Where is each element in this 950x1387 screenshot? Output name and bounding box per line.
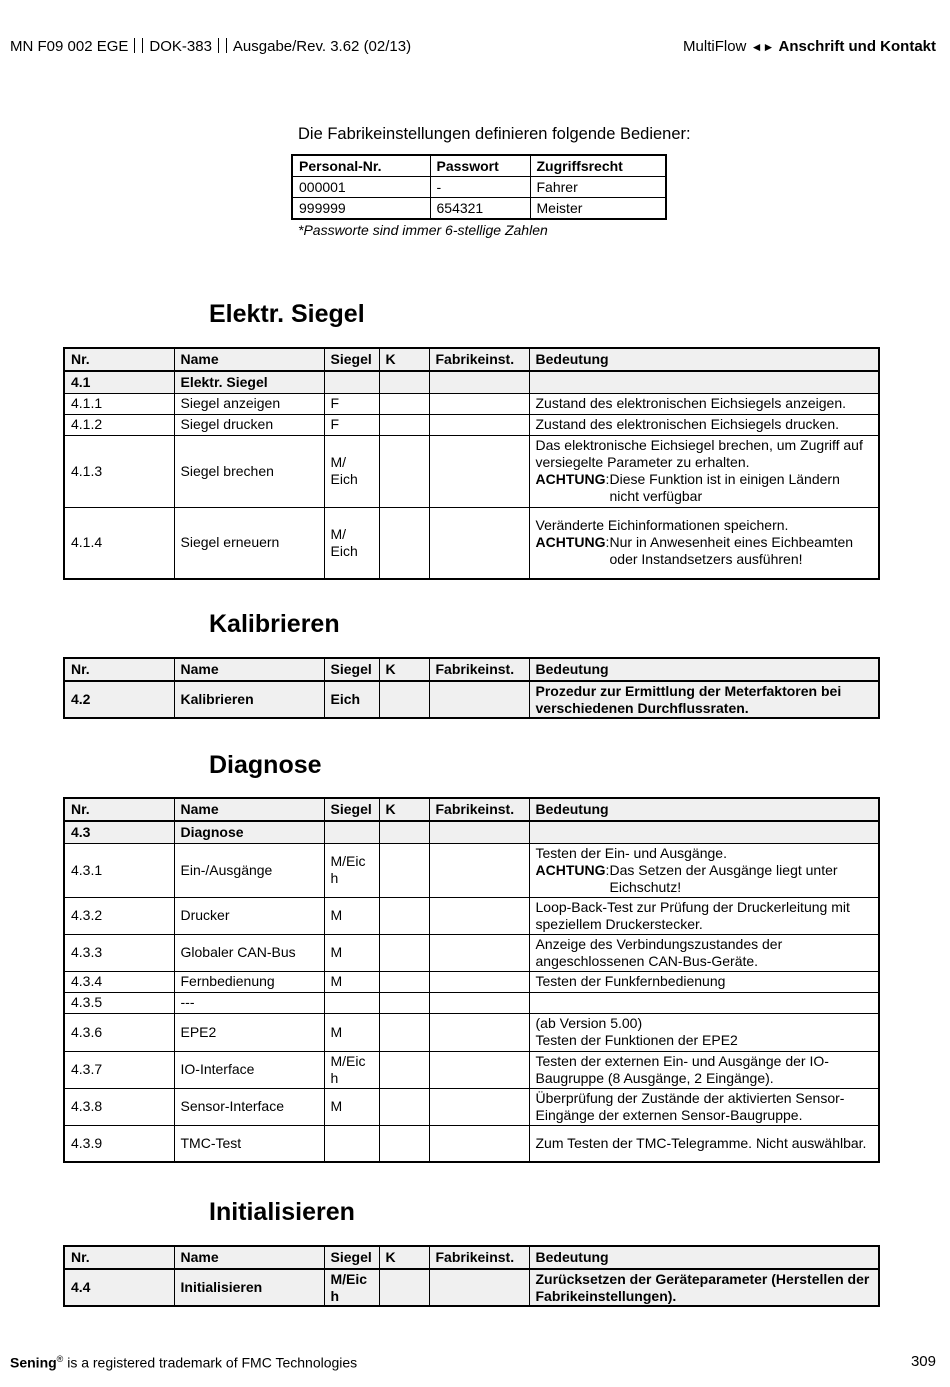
table-row bbox=[64, 971, 879, 992]
row-k bbox=[379, 681, 429, 718]
section-title-siegel: Elektr. Siegel bbox=[209, 300, 365, 328]
row-desc bbox=[529, 1013, 879, 1051]
row-fabrikeinst bbox=[429, 934, 529, 971]
row-k bbox=[379, 1269, 429, 1306]
row-nr: 4.3.5 bbox=[64, 992, 174, 1013]
row-siegel: M/ Eich bbox=[324, 435, 379, 507]
table-row bbox=[64, 371, 879, 393]
column-header: Siegel bbox=[324, 798, 379, 821]
users-table bbox=[291, 154, 667, 220]
table-row bbox=[64, 992, 879, 1013]
table-header-row bbox=[292, 155, 666, 177]
page-header bbox=[10, 38, 936, 58]
row-siegel: M bbox=[324, 897, 379, 934]
column-header: K bbox=[379, 658, 429, 681]
table-row bbox=[64, 1051, 879, 1088]
row-siegel: M/Eic h bbox=[324, 843, 379, 897]
row-k bbox=[379, 843, 429, 897]
table-header-row bbox=[64, 658, 879, 681]
column-header: Personal-Nr. bbox=[292, 155, 430, 177]
row-siegel: M bbox=[324, 934, 379, 971]
row-k bbox=[379, 1088, 429, 1125]
row-fabrikeinst bbox=[429, 1013, 529, 1051]
table-row bbox=[64, 414, 879, 435]
row-k bbox=[379, 821, 429, 843]
row-desc bbox=[529, 507, 879, 579]
warning-label: ACHTUNG bbox=[535, 471, 606, 487]
table-row bbox=[64, 435, 879, 507]
row-fabrikeinst bbox=[429, 681, 529, 718]
row-nr: 4.3.2 bbox=[64, 897, 174, 934]
warning-text: Das Setzen der Ausgänge liegt unter Eichschutz! bbox=[609, 861, 838, 895]
row-desc: Testen der externen Ein- und Ausgänge der IO-Baugruppe (8 Ausgänge, 2 Eingänge). bbox=[529, 1051, 879, 1088]
row-fabrikeinst bbox=[429, 971, 529, 992]
row-k bbox=[379, 414, 429, 435]
row-name: EPE2 bbox=[174, 1013, 324, 1051]
section-title-diagnose: Diagnose bbox=[209, 751, 322, 779]
row-name: Globaler CAN-Bus bbox=[174, 934, 324, 971]
row-nr: 4.1 bbox=[64, 371, 174, 393]
row-desc: Zum Testen der TMC-Telegramme. Nicht auswählbar. bbox=[529, 1125, 879, 1162]
row-siegel: M/Eic h bbox=[324, 1051, 379, 1088]
row-name: Siegel brechen bbox=[174, 435, 324, 507]
row-name: Siegel erneuern bbox=[174, 507, 324, 579]
row-name: TMC-Test bbox=[174, 1125, 324, 1162]
kalibrieren-table bbox=[63, 657, 880, 719]
table-header-row bbox=[64, 1246, 879, 1269]
row-nr: 4.3.8 bbox=[64, 1088, 174, 1125]
row-name: IO-Interface bbox=[174, 1051, 324, 1088]
product-name: MultiFlow bbox=[683, 38, 747, 55]
column-header: Bedeutung bbox=[529, 348, 879, 371]
header-section-info bbox=[683, 38, 936, 55]
row-nr: 4.1.4 bbox=[64, 507, 174, 579]
row-name: Siegel anzeigen bbox=[174, 393, 324, 414]
personal-nr: 000001 bbox=[292, 177, 430, 198]
table-row bbox=[64, 1269, 879, 1306]
row-siegel: M bbox=[324, 1013, 379, 1051]
column-header: Fabrikeinst. bbox=[429, 348, 529, 371]
table-row bbox=[64, 681, 879, 718]
table-header-row bbox=[64, 348, 879, 371]
row-siegel bbox=[324, 1125, 379, 1162]
password: 654321 bbox=[430, 198, 530, 220]
separator bbox=[218, 38, 227, 53]
table-row bbox=[292, 177, 666, 198]
intro-text: Die Fabrikeinstellungen definieren folgende Bediener: bbox=[298, 125, 691, 143]
row-k bbox=[379, 507, 429, 579]
row-desc: Prozedur zur Ermittlung der Meterfaktoren bei verschiedenen Durchflussraten. bbox=[529, 681, 879, 718]
footer-trademark bbox=[10, 1354, 357, 1371]
row-siegel: F bbox=[324, 393, 379, 414]
row-desc: Zustand des elektronischen Eichsiegels drucken. bbox=[529, 414, 879, 435]
row-siegel: F bbox=[324, 414, 379, 435]
section-name: Anschrift und Kontakt bbox=[778, 38, 936, 55]
row-k bbox=[379, 1125, 429, 1162]
warning-label: ACHTUNG bbox=[535, 861, 606, 878]
desc-text: (ab Version 5.00) bbox=[535, 1015, 643, 1031]
column-header: Nr. bbox=[64, 348, 174, 371]
row-siegel: M bbox=[324, 971, 379, 992]
column-header: Name bbox=[174, 658, 324, 681]
row-desc bbox=[529, 992, 879, 1013]
row-name: Initialisieren bbox=[174, 1269, 324, 1306]
row-k bbox=[379, 393, 429, 414]
row-nr: 4.3.9 bbox=[64, 1125, 174, 1162]
row-name: Drucker bbox=[174, 897, 324, 934]
diagnose-table bbox=[63, 797, 880, 1163]
row-siegel bbox=[324, 821, 379, 843]
row-desc bbox=[529, 821, 879, 843]
table-row bbox=[64, 393, 879, 414]
row-nr: 4.3.7 bbox=[64, 1051, 174, 1088]
row-siegel: M/Eic h bbox=[324, 1269, 379, 1306]
row-fabrikeinst bbox=[429, 1088, 529, 1125]
row-fabrikeinst bbox=[429, 897, 529, 934]
column-header: K bbox=[379, 348, 429, 371]
table-header-row bbox=[64, 798, 879, 821]
row-fabrikeinst bbox=[429, 821, 529, 843]
brand-name: Sening bbox=[10, 1354, 57, 1371]
column-header: Name bbox=[174, 798, 324, 821]
table-row bbox=[64, 843, 879, 897]
row-k bbox=[379, 1013, 429, 1051]
section-title-init: Initialisieren bbox=[209, 1198, 355, 1226]
column-header: K bbox=[379, 798, 429, 821]
column-header: Nr. bbox=[64, 658, 174, 681]
row-name: Kalibrieren bbox=[174, 681, 324, 718]
column-header: Fabrikeinst. bbox=[429, 798, 529, 821]
table-row bbox=[292, 198, 666, 220]
siegel-table bbox=[63, 347, 880, 580]
warning: ACHTUNG: Das Setzen der Ausgänge liegt unter Eichschutz! bbox=[536, 862, 873, 896]
row-desc bbox=[529, 843, 879, 897]
row-desc: Überprüfung der Zustände der aktivierten Sensor-Eingänge der externen Sensor-Baugruppe. bbox=[529, 1088, 879, 1125]
arrows-icon: ◄► bbox=[750, 40, 775, 54]
row-fabrikeinst bbox=[429, 1269, 529, 1306]
row-siegel: M/ Eich bbox=[324, 507, 379, 579]
table-row bbox=[64, 1088, 879, 1125]
warning: ACHTUNG: Nur in Anwesenheit eines Eichbeamten oder Instandsetzers ausführen! bbox=[536, 534, 873, 568]
table-row bbox=[64, 821, 879, 843]
column-header: Fabrikeinst. bbox=[429, 658, 529, 681]
password-note: *Passworte sind immer 6-stellige Zahlen bbox=[298, 222, 548, 238]
row-name: Ein-/Ausgänge bbox=[174, 843, 324, 897]
row-desc: Zustand des elektronischen Eichsiegels anzeigen. bbox=[529, 393, 879, 414]
column-header: Passwort bbox=[430, 155, 530, 177]
column-header: Nr. bbox=[64, 798, 174, 821]
row-desc: Zurücksetzen der Geräteparameter (Herstellen der Fabrikeinstellungen). bbox=[529, 1269, 879, 1306]
row-siegel: M bbox=[324, 1088, 379, 1125]
row-name: Fernbedienung bbox=[174, 971, 324, 992]
column-header: Bedeutung bbox=[529, 798, 879, 821]
column-header: Bedeutung bbox=[529, 1246, 879, 1269]
row-fabrikeinst bbox=[429, 371, 529, 393]
column-header: Siegel bbox=[324, 658, 379, 681]
row-fabrikeinst bbox=[429, 992, 529, 1013]
section-title-kalibrieren: Kalibrieren bbox=[209, 610, 340, 638]
row-nr: 4.3.4 bbox=[64, 971, 174, 992]
row-nr: 4.3.6 bbox=[64, 1013, 174, 1051]
column-header: Fabrikeinst. bbox=[429, 1246, 529, 1269]
row-desc: Testen der Funkfernbedienung bbox=[529, 971, 879, 992]
column-header: Siegel bbox=[324, 1246, 379, 1269]
desc-text: Veränderte Eichinformationen speichern. bbox=[535, 517, 789, 534]
doc-revision: Ausgabe/Rev. 3.62 (02/13) bbox=[232, 38, 412, 55]
table-row bbox=[64, 897, 879, 934]
row-fabrikeinst bbox=[429, 414, 529, 435]
init-table bbox=[63, 1245, 880, 1307]
row-fabrikeinst bbox=[429, 843, 529, 897]
row-fabrikeinst bbox=[429, 435, 529, 507]
column-header: Name bbox=[174, 1246, 324, 1269]
row-k bbox=[379, 992, 429, 1013]
row-siegel bbox=[324, 371, 379, 393]
column-header: Bedeutung bbox=[529, 658, 879, 681]
row-k bbox=[379, 371, 429, 393]
table-row bbox=[64, 507, 879, 579]
password: - bbox=[430, 177, 530, 198]
desc-text: Testen der Ein- und Ausgänge. bbox=[535, 844, 727, 861]
row-name: Diagnose bbox=[174, 821, 324, 843]
row-fabrikeinst bbox=[429, 507, 529, 579]
table-row bbox=[64, 934, 879, 971]
row-siegel bbox=[324, 992, 379, 1013]
row-nr: 4.1.1 bbox=[64, 393, 174, 414]
row-nr: 4.4 bbox=[64, 1269, 174, 1306]
column-header: Zugriffsrecht bbox=[530, 155, 666, 177]
row-name: --- bbox=[174, 992, 324, 1013]
row-fabrikeinst bbox=[429, 1125, 529, 1162]
row-k bbox=[379, 934, 429, 971]
column-header: Nr. bbox=[64, 1246, 174, 1269]
row-name: Sensor-Interface bbox=[174, 1088, 324, 1125]
row-desc: Anzeige des Verbindungszustandes der angeschlossenen CAN-Bus-Geräte. bbox=[529, 934, 879, 971]
row-nr: 4.3.1 bbox=[64, 843, 174, 897]
page-number: 309 bbox=[910, 1353, 936, 1370]
row-name: Elektr. Siegel bbox=[174, 371, 324, 393]
column-header: Name bbox=[174, 348, 324, 371]
personal-nr: 999999 bbox=[292, 198, 430, 220]
desc-text: Testen der Funktionen der EPE2 bbox=[535, 1032, 738, 1048]
row-desc bbox=[529, 371, 879, 393]
row-nr: 4.3.3 bbox=[64, 934, 174, 971]
table-row bbox=[64, 1013, 879, 1051]
table-row bbox=[64, 1125, 879, 1162]
row-nr: 4.1.2 bbox=[64, 414, 174, 435]
warning: ACHTUNG: Diese Funktion ist in einigen Ländern nicht verfügbar bbox=[536, 471, 873, 505]
header-doc-info bbox=[10, 38, 411, 55]
row-k bbox=[379, 1051, 429, 1088]
doc-id: MN F09 002 EGE bbox=[10, 38, 129, 55]
row-k bbox=[379, 971, 429, 992]
row-name: Siegel drucken bbox=[174, 414, 324, 435]
row-siegel: Eich bbox=[324, 681, 379, 718]
separator bbox=[134, 38, 143, 53]
desc-text: Das elektronische Eichsiegel brechen, um Zugriff auf versiegelte Parameter zu erhalten. bbox=[535, 437, 863, 470]
row-fabrikeinst bbox=[429, 1051, 529, 1088]
warning-text: Diese Funktion ist in einigen Ländern nicht verfügbar bbox=[609, 471, 840, 504]
row-nr: 4.1.3 bbox=[64, 435, 174, 507]
column-header: Siegel bbox=[324, 348, 379, 371]
row-k bbox=[379, 897, 429, 934]
row-desc: Loop-Back-Test zur Prüfung der Druckerleitung mit speziellem Druckerstecker. bbox=[529, 897, 879, 934]
column-header: K bbox=[379, 1246, 429, 1269]
warning-text: Nur in Anwesenheit eines Eichbeamten oder Instandsetzers ausführen! bbox=[609, 534, 854, 568]
row-desc bbox=[529, 435, 879, 507]
doc-dok: DOK-383 bbox=[149, 38, 212, 55]
registered-mark: ® bbox=[56, 1354, 64, 1364]
row-k bbox=[379, 435, 429, 507]
trademark-text: is a registered trademark of FMC Technologies bbox=[63, 1354, 358, 1371]
warning-label: ACHTUNG bbox=[535, 534, 606, 551]
row-nr: 4.3 bbox=[64, 821, 174, 843]
access-right: Fahrer bbox=[530, 177, 666, 198]
access-right: Meister bbox=[530, 198, 666, 220]
row-fabrikeinst bbox=[429, 393, 529, 414]
row-nr: 4.2 bbox=[64, 681, 174, 718]
